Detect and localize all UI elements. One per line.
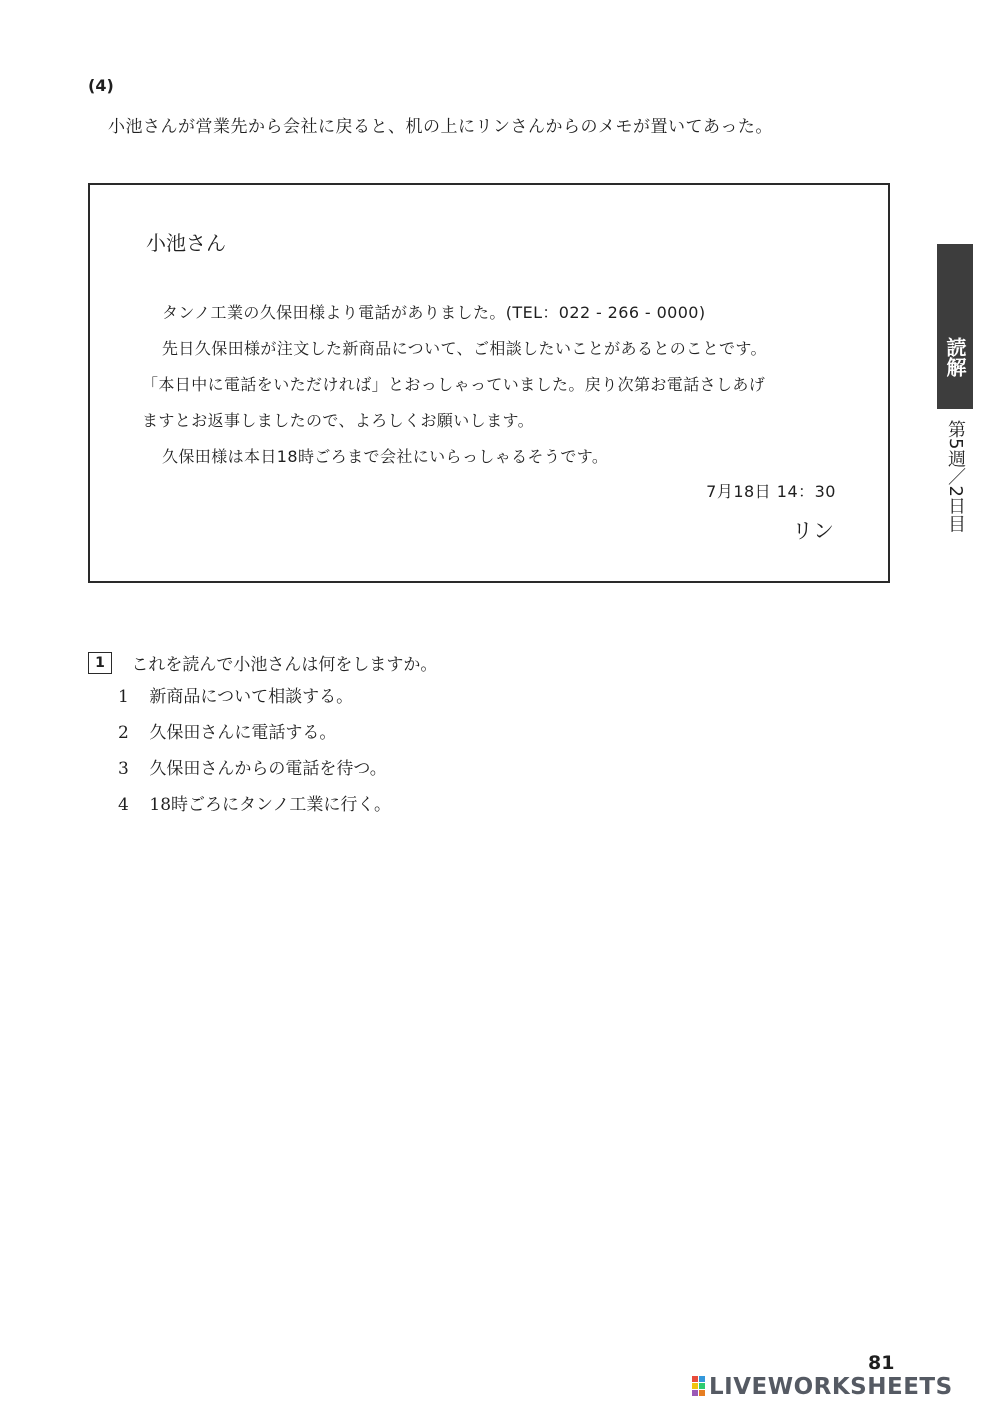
brand-footer[interactable] — [692, 1374, 953, 1400]
memo-line: 久保田様は本日18時ごろまで会社にいらっしゃるそうです。 — [162, 447, 609, 466]
page-number: 81 — [868, 1352, 895, 1374]
option-number: 3 — [118, 759, 129, 779]
answer-option[interactable] — [118, 756, 391, 792]
memo-date: 7月18日 14：30 — [706, 482, 836, 501]
memo-line: 「本日中に電話をいただければ」とおっしゃっていました。戻り次第お電話さしあげ — [142, 375, 766, 394]
side-tab-week: 第5週／2日目 — [945, 420, 966, 533]
memo-line: ますとお返事しましたので、よろしくお願いします。 — [142, 411, 535, 430]
question — [88, 650, 437, 675]
option-number: 1 — [118, 687, 129, 707]
side-tab-reading: 読解 — [937, 244, 973, 409]
memo-body — [142, 295, 842, 475]
memo-recipient: 小池さん — [146, 231, 226, 255]
option-text: 新商品について相談する。 — [149, 687, 354, 707]
memo-line: 先日久保田様が注文した新商品について、ご相談したいことがあるとのことです。 — [162, 339, 767, 358]
answer-option[interactable] — [118, 720, 391, 756]
answer-options — [118, 684, 391, 828]
memo-line: タンノ工業の久保田様より電話がありました。(TEL：022 - 266 - 0000) — [162, 303, 706, 322]
option-text: 久保田さんからの電話を待つ。 — [149, 759, 387, 779]
brand-name: LIVEWORKSHEETS — [709, 1374, 953, 1400]
option-text: 18時ごろにタンノ工業に行く。 — [149, 795, 392, 815]
option-number: 2 — [118, 723, 129, 743]
memo-signature: リン — [792, 519, 834, 543]
option-text: 久保田さんに電話する。 — [149, 723, 337, 743]
answer-option[interactable] — [118, 792, 391, 828]
intro-text: 小池さんが営業先から会社に戻ると、机の上にリンさんからのメモが置いてあった。 — [108, 117, 773, 137]
option-number: 4 — [118, 795, 129, 815]
liveworksheets-logo-icon — [692, 1376, 706, 1398]
section-number: (4) — [88, 76, 114, 95]
question-text: これを読んで小池さんは何をしますか。 — [131, 655, 438, 675]
question-number-badge: 1 — [88, 652, 112, 674]
memo-box — [88, 183, 890, 583]
answer-option[interactable] — [118, 684, 391, 720]
